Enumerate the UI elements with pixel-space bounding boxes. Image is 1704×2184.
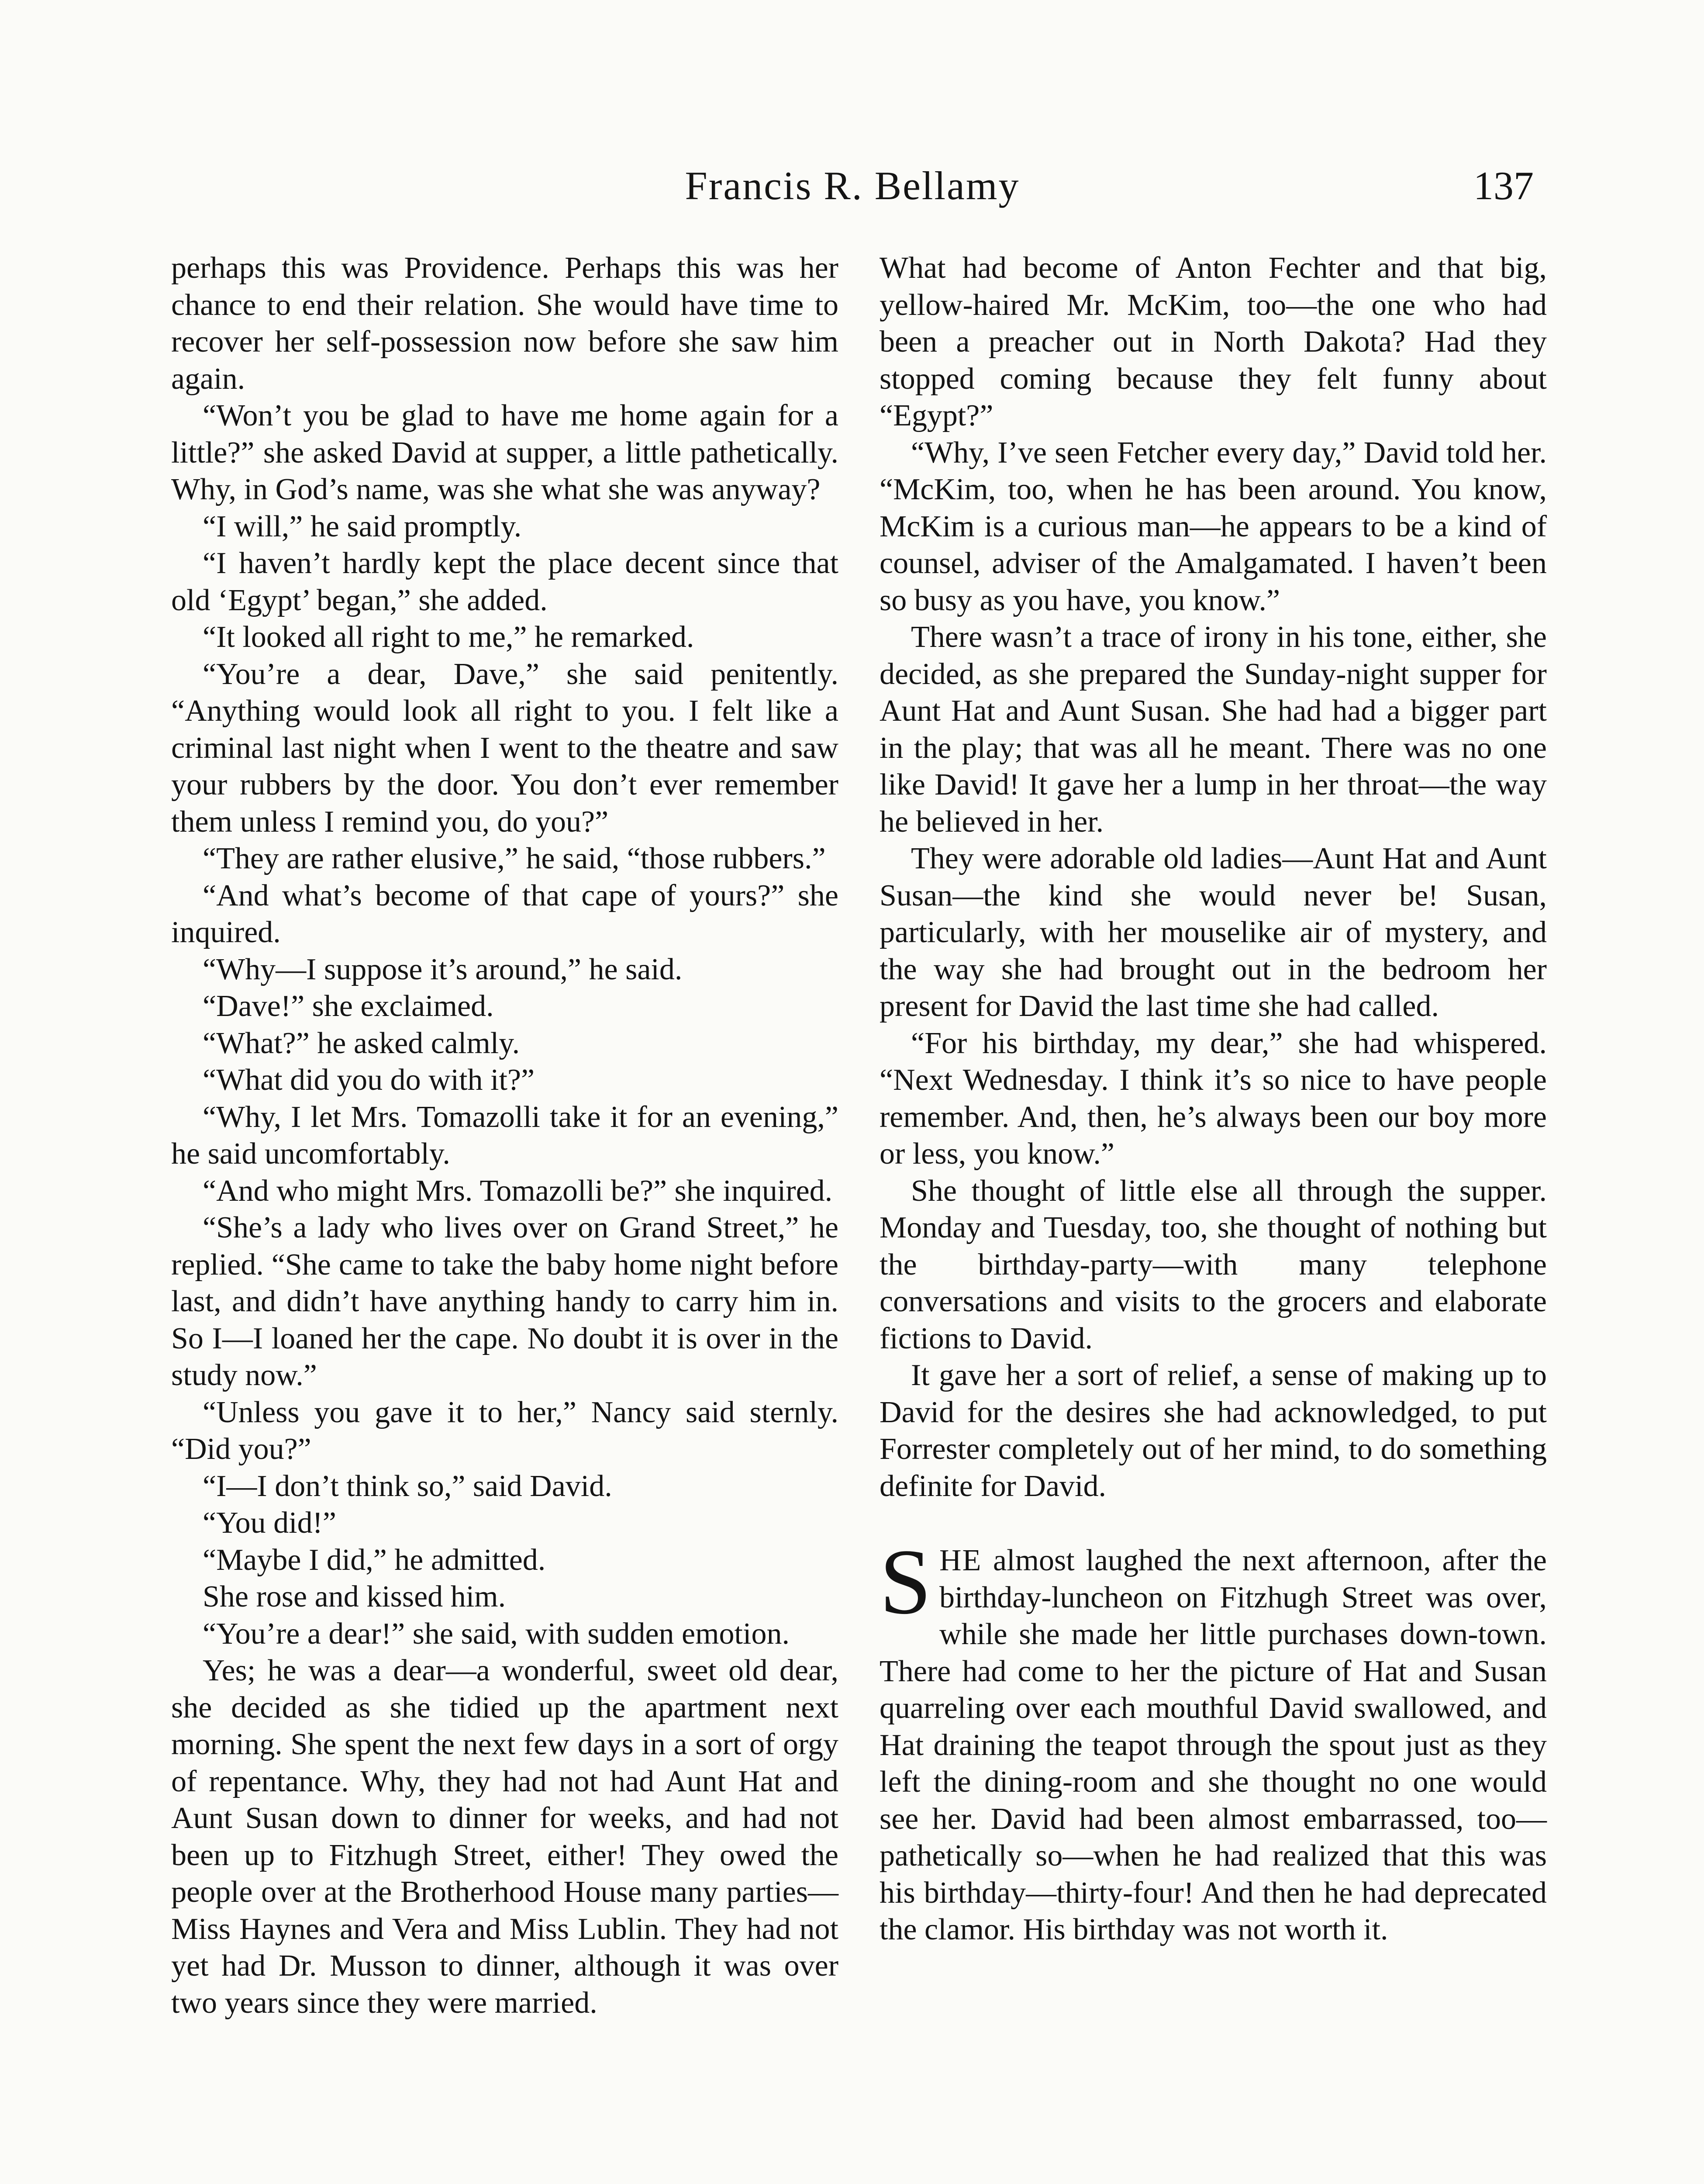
left-column [171, 250, 838, 2022]
paragraph: “Dave!” she exclaimed. [203, 989, 494, 1023]
drop-cap: S [880, 1530, 932, 1634]
paragraph: What had become of Anton Fechter and that big, yellow-haired Mr. McKim, too—the one who had been a preacher out in North Dakota? Had they stopped coming because they felt funny about “Egypt?” [880, 251, 1547, 432]
paragraph: “For his birthday, my dear,” she had whispered. “Next Wednesday. I think it’s so nice to have people remember. And, then, he’s always been our boy more or less, you know.” [880, 1026, 1547, 1171]
paragraph: “You’re a dear, Dave,” she said penitently. “Anything would look all right to you. I felt like a criminal last night when I went to the theatre and saw your rubbers by the door. You don’t ever remember them unless I remind you, do you?” [171, 657, 838, 839]
paragraph: “Maybe I did,” he admitted. [203, 1543, 546, 1577]
running-title: Francis R. Bellamy [685, 163, 1020, 208]
opening-small-caps: HE [939, 1544, 982, 1577]
paragraph: Yes; he was a dear—a wonderful, sweet old dear, she decided as she tidied up the apartment next morning. She spent the next few days in a sort of orgy of repentance. Why, they had not had Aunt Hat and Aunt Susan down to dinner for weeks, and had not been up to Fitzhugh Street, either! They owed the people over at the Brotherhood House many parties—Miss Haynes and Vera and Miss Lublin. They had not yet had Dr. Musson to dinner, although it was over two years since they were married. [171, 1654, 838, 2020]
page-number: 137 [1473, 163, 1534, 208]
paragraph: She rose and kissed him. [203, 1580, 506, 1614]
paragraph: “I haven’t hardly kept the place decent since that old ‘Egypt’ began,” she added. [171, 546, 838, 617]
paragraph: It gave her a sort of relief, a sense of making up to David for the desires she had acknowledged, to put Forrester completely out of her mind, to do something definite for David. [880, 1358, 1547, 1503]
paragraph: “She’s a lady who lives over on Grand Street,” he replied. “She came to take the baby home night before last, and didn’t have anything handy to carry him in. So I—I loaned her the cape. No doubt it is over in the study now.” [171, 1211, 838, 1392]
paragraph: “They are rather elusive,” he said, “those rubbers.” [203, 842, 826, 875]
paragraph: “Unless you gave it to her,” Nancy said sternly. “Did you?” [171, 1395, 838, 1466]
paragraph: “What did you do with it?” [203, 1063, 535, 1097]
paragraph: They were adorable old ladies—Aunt Hat and Aunt Susan—the kind she would never be! Susan, particularly, with her mouselike air of mystery, and the way she had brought out in the bedroom her present for David the last time she had called. [880, 842, 1547, 1023]
paragraph: “What?” he asked calmly. [203, 1026, 520, 1060]
paragraph: perhaps this was Providence. Perhaps this was her chance to end their relation. She would have time to recover her self-possession now before she saw him again. [171, 251, 838, 396]
page-header [171, 157, 1534, 214]
paragraph: “You did!” [203, 1506, 336, 1540]
paragraph: There wasn’t a trace of irony in his tone, either, she decided, as she prepared the Sunday-night supper for Aunt Hat and Aunt Susan. She had had a bigger part in the play; that was all he meant. There was no one like David! It gave her a lump in her throat—the way he believed in her. [880, 620, 1547, 839]
paragraph: “I—I don’t think so,” said David. [203, 1469, 612, 1503]
paragraph: She thought of little else all through the supper. Monday and Tuesday, too, she thought of nothing but the birthday-party—with many telephone conversations and visits to the grocers and elaborate fictions to David. [880, 1174, 1547, 1355]
paragraph: “Why—I suppose it’s around,” he said. [203, 952, 683, 986]
paragraph: “You’re a dear!” she said, with sudden emotion. [203, 1617, 790, 1651]
paragraph: “Won’t you be glad to have me home again for a little?” she asked David at supper, a little pathetically. Why, in God’s name, was she what she was anyway? [171, 399, 838, 506]
section-text: almost laughed the next afternoon, after the birthday-luncheon on Fitzhugh Street was over, while she made her little purchases down-town. There had come to her the picture of Hat and Susan quarreling over each mouthful David swallowed, and Hat draining the teapot through the spout just as they left the dining-room and she thought no one would see her. David had been almost embarrassed, too—pathetically so—when he had realized that this was his birthday—thirty-four! And then he had deprecated the clamor. His birthday was not worth it. [880, 1544, 1547, 1946]
paragraph: “Why, I’ve seen Fetcher every day,” David told her. “McKim, too, when he has been around. You know, McKim is a curious man—he appears to be a kind of counsel, adviser of the Amalgamated. I haven’t been so busy as you have, you know.” [880, 435, 1547, 617]
right-column [880, 250, 1547, 1949]
section-opening-paragraph [880, 1530, 1547, 1949]
paragraph: “And who might Mrs. Tomazolli be?” she inquired. [203, 1174, 833, 1208]
paragraph: “It looked all right to me,” he remarked. [203, 620, 694, 654]
paragraph: “I will,” he said promptly. [203, 509, 522, 543]
paragraph: “And what’s become of that cape of yours?” she inquired. [171, 878, 838, 949]
paragraph: “Why, I let Mrs. Tomazolli take it for an evening,” he said uncomfortably. [171, 1100, 838, 1171]
